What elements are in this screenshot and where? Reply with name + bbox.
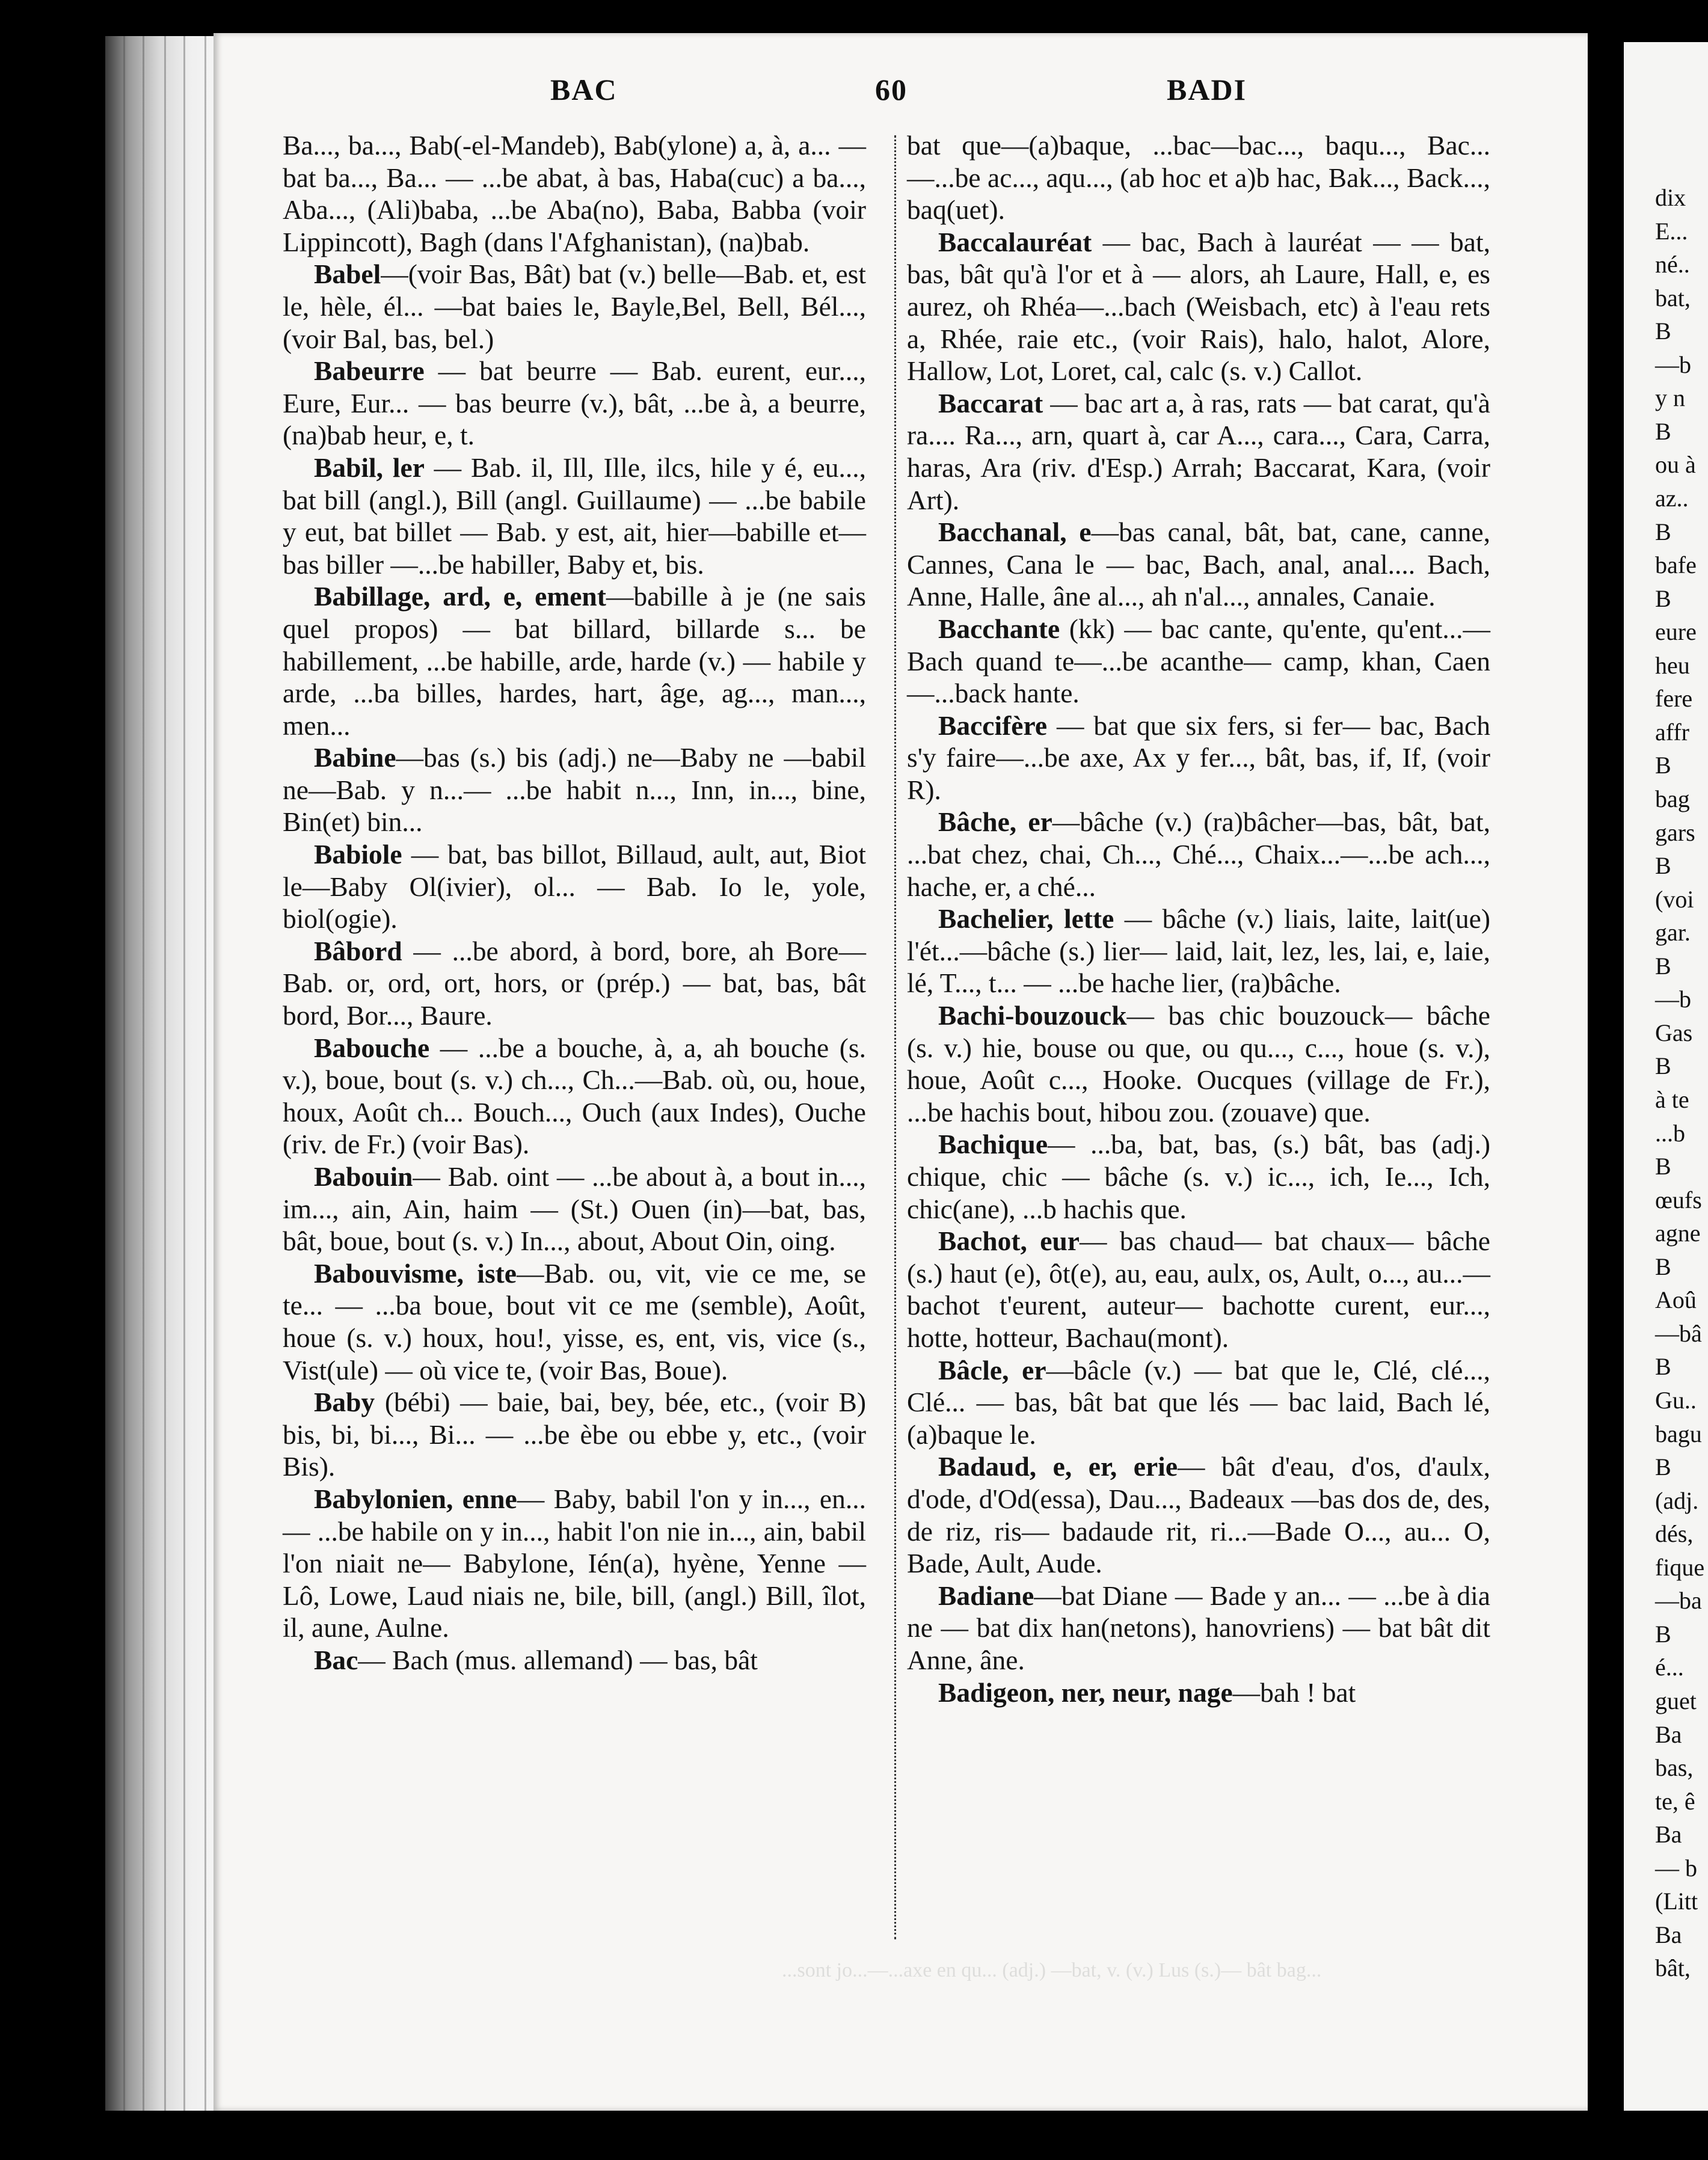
entry-text: — ...be abord, à bord, bore, ah Bore—Bab. or, ord, ort, hors, or (prép.) — bat, bas, bât bord, Bor..., Baure. [283,935,866,1031]
entry-text: — bac, Bach à lauréat — — bat, bas, bât qu'à l'or et à — alors, ah Laure, Hall, e, es aurez, oh Rhéa—...bach (Weisbach, etc) à l'eau rets a, Rhée, raie etc., (voir Rais), halo, halot, Alore, Hallow, Lot, Loret, cal, calc (s. v.) Callot. [907,226,1490,387]
adjacent-page-text-fragment: affr [1655,718,1689,746]
left-column [283,129,866,1677]
entry-text: —bâcle (v.) — bat que le, Clé, clé..., Clé... — bas, bât bat que lés — bac laid, Bach lé, (a)baque le. [907,1354,1490,1450]
entry-text: — ...be a bouche, à, a, ah bouche (s. v.), boue, bout (s. v.) ch..., Ch...—Bab. où, ou, houe, houx, Août ch... Bouch..., Ouch (aux Indes), Ouche (riv. de Fr.) (voir Bas). [283,1032,866,1160]
entry-text: —bas (s.) bis (adj.) ne—Baby ne —babil ne—Bab. y n...— ...be habit n..., Inn, in..., bine, Bin(et) bin... [283,742,866,838]
entry-headword: Bachot, eur [938,1226,1080,1257]
dictionary-entry [907,903,1490,999]
dictionary-entry [283,452,866,580]
adjacent-page-text-fragment: —b [1655,986,1691,1013]
entry-text: — ...ba, bat, bas, (s.) bât, bas (adj.) chique, chic — bâche (s. v.) ic..., ich, Ie..., Ich, chic(ane), ...b hachis que. [907,1129,1490,1224]
adjacent-page-text-fragment: te, ê [1655,1787,1695,1815]
adjacent-page-text-fragment: B [1655,1453,1671,1481]
entry-headword: Babine [314,742,396,773]
adjacent-page-text-fragment: y n [1655,384,1685,412]
entry-headword: Babel [314,259,381,290]
entry-headword: Babylonien, enne [314,1483,517,1514]
right-guide-word: BADI [1167,73,1247,106]
adjacent-page-text-fragment: Ba [1655,1921,1682,1948]
entry-headword: Bacchanal, e [938,517,1092,548]
dictionary-entry [907,1677,1490,1709]
entry-headword: Baccifère [938,710,1048,741]
entry-headword: Badaud, e, er, erie [938,1451,1178,1482]
adjacent-page-text-fragment: B [1655,1620,1671,1648]
entry-text: — bac art a, à ras, rats — bat carat, qu'à ra.... Ra..., arn, quart à, car A..., cara..., Cara, Carra, haras, Ara (riv. d'Esp.) Arrah; Baccarat, Kara, (voir Art). [907,387,1490,515]
entry-text: —bâche (v.) (ra)bâcher—bas, bât, bat, ...bat chez, chai, Ch..., Ché..., Chaix...—...be ach..., hache, er, a ché... [907,806,1490,902]
dictionary-entry [907,516,1490,613]
entry-text: —(voir Bas, Bât) bat (v.) belle—Bab. et, est le, hèle, él... —bat baies le, Bayle,Bel, Bell, Bél...,(voir Bal, bas, bel.) [283,259,866,354]
entry-headword: Babillage, ard, e, ement [314,581,606,612]
dictionary-entry [283,1386,866,1483]
dictionary-entry [283,1032,866,1161]
dictionary-entry [283,580,866,741]
dictionary-entry [283,258,866,355]
entry-text: —babille à je (ne sais quel propos) — bat billard, billarde s... be habillement, ...be habille, arde, harde (v.) — habile y arde, ...ba billes, hardes, hart, âge, ag..., man..., men... [283,581,867,741]
adjacent-page-text-fragment: heu [1655,651,1690,679]
adjacent-page-text-fragment: B [1655,318,1671,345]
entry-text: — Bab. il, Ill, Ille, ilcs, hile y é, eu..., bat bill (angl.), Bill (angl. Guillaume) — ...be babile y eut, bat billet — Bab. y est, ait, hier—babille et—bas biller —...be habiller, Baby et, bis. [283,452,866,580]
adjacent-page-text-fragment: bag [1655,785,1690,812]
entry-headword: Bachi-bouzouck [938,1000,1127,1031]
column-divider [894,135,896,1939]
dictionary-entry [907,1225,1490,1354]
adjacent-page-text-fragment: à te [1655,1086,1689,1113]
adjacent-page-text-fragment: bas, [1655,1754,1694,1782]
adjacent-page-text-fragment: Ba [1655,1720,1682,1748]
entry-headword: Bachelier, lette [938,903,1114,934]
entry-headword: Babeurre [314,355,425,387]
adjacent-page-text-fragment: œufs [1655,1186,1702,1213]
dictionary-entry [283,1161,866,1257]
adjacent-page-text-fragment: gars [1655,818,1695,846]
adjacent-page-text-fragment: fique [1655,1553,1705,1581]
adjacent-page-text-fragment: Aoû [1655,1286,1697,1314]
entry-headword: Baby [314,1387,375,1418]
adjacent-page-text-fragment: bagu [1655,1420,1702,1447]
adjacent-page-text-fragment: Gas [1655,1019,1693,1046]
adjacent-page-text-fragment: B [1655,852,1671,880]
dictionary-entry [907,226,1490,387]
adjacent-page-text-fragment: az.. [1655,485,1689,512]
entry-text: —bah ! bat [1232,1677,1356,1708]
entry-headword: Babouche [314,1032,430,1063]
entry-text: — bat que six fers, si fer— bac, Bach s'y faire—...be axe, Ax y fer..., bât, bas, if, If, (voir R). [907,710,1490,805]
page-number: 60 [875,73,908,106]
entry-text: bat que—(a)baque, ...bac—bac..., baqu..., Bac...—...be ac..., aqu..., (ab hoc et a)b hac, Bak..., Back..., baq(uet). [907,130,1490,226]
entry-headword: Babil, ler [314,452,425,483]
entry-headword: Badigeon, ner, neur, nage [938,1677,1233,1708]
dictionary-entry [283,935,866,1032]
adjacent-page-text-fragment: dés, [1655,1520,1694,1548]
entry-headword: Bâbord [314,935,402,966]
entry-text: —bat Diane — Bade y an... — ...be à dia ne — bat dix han(netons), hanovriens) — bat bât dit Anne, âne. [907,1580,1490,1675]
adjacent-page-text-fragment: —ba [1655,1587,1702,1615]
dictionary-entry [907,1580,1490,1677]
adjacent-page-text-fragment: (adj. [1655,1487,1699,1514]
entry-text: — bas chic bouzouck— bâche (s. v.) hie, bouse ou que, ou qu..., c..., houe (s. v.), houe, Août c..., Hooke. Oucques (village de Fr.), ...be hachis bout, hibou zou. (zouave) que. [907,1000,1490,1128]
dictionary-entry [283,1257,866,1386]
adjacent-page-text-fragment: é... [1655,1654,1684,1681]
dictionary-entry [283,355,866,452]
adjacent-page-text-fragment: B [1655,752,1671,779]
adjacent-page-text-fragment: (Litt [1655,1888,1698,1915]
entry-text: — Bach (mus. allemand) — bas, bât [358,1644,758,1675]
dictionary-entry [283,741,866,838]
adjacent-page-text-fragment: —b [1655,351,1691,378]
dictionary-entry [907,613,1490,710]
adjacent-page-text-fragment: B [1655,952,1671,980]
adjacent-page-text-fragment: B [1655,1253,1671,1280]
adjacent-page-text-fragment: Ba [1655,1821,1682,1849]
entry-text: —Bab. ou, vit, vie ce me, se te... — ...ba boue, bout vit ce me (semble), Août, houe (s. v.) houx, hou!, yisse, es, ent, vis, vice (s., Vist(ule) — où vice te, (voir Bas, Boue). [283,1257,866,1385]
dictionary-entry [283,1644,866,1677]
entry-text: (kk) — bac cante, qu'ente, qu'ent...—Bach quand te—...be acanthe— camp, khan, Caen—...back hante. [907,613,1490,709]
adjacent-page-text-fragment: — b [1655,1854,1697,1882]
adjacent-page-text-fragment: Gu.. [1655,1387,1697,1414]
left-guide-word: BAC [550,73,618,106]
adjacent-page-text-fragment: B [1655,417,1671,445]
entry-text: (bébi) — baie, bai, bey, bée, etc., (voir B) bis, bi, bi..., Bi... — ...be èbe ou ebbe y, etc., (voir Bis). [283,1387,866,1482]
dictionary-entry [907,129,1490,226]
adjacent-page-text-fragment: (voi [1655,885,1694,913]
entry-headword: Baccarat [938,387,1043,419]
entry-text: —bas canal, bât, bat, cane, canne, Cannes, Cana le — bac, Bach, anal, anal.... Bach, Anne, Halle, âne al..., ah n'al..., annales, Canaie. [907,517,1490,612]
adjacent-page-text-fragment: E... [1655,217,1688,245]
entry-headword: Babouin [314,1161,413,1192]
dictionary-entry [907,710,1490,806]
adjacent-page-text-fragment: né.. [1655,251,1690,278]
dictionary-entry [283,838,866,935]
adjacent-page-text-fragment: agne [1655,1220,1701,1247]
right-column [907,129,1490,1708]
entry-text: — bat beurre — Bab. eurent, eur..., Eure, Eur... — bas beurre (v.), bât, ...be à, a beurre, (na)bab heur, e, t. [283,355,866,451]
book-page-stack-edge [105,36,226,2111]
entry-headword: Bac [314,1644,358,1675]
footer-bleed-through: ...sont jo...—...axe en qu... (adj.) —bat, v. (v.) Lus (s.)— bât bag... [782,1959,1322,1981]
adjacent-page-fragment [1624,42,1708,2111]
dictionary-entry [907,387,1490,516]
entry-text: — Baby, babil l'on y in..., en... — ...be habile on y in..., habit l'on nie in..., ain, babil l'on niait ne— Babylone, Ién(a), hyène, Yenne — Lô, Lowe, Laud niais ne, bile, bill, (angl.) Bill, îlot, il, aune, Aulne. [283,1483,866,1643]
adjacent-page-text-fragment: fere [1655,685,1693,713]
entry-headword: Bâche, er [938,806,1052,838]
adjacent-page-text-fragment: bat, [1655,284,1691,311]
entry-text: — bât d'eau, d'os, d'aulx, d'ode, d'Od(essa), Dau..., Badeaux —bas dos de, des, de riz, ris— badaude rit, ri...—Bade O..., au... O, Bade, Ault, Aude. [907,1451,1490,1579]
dictionary-entry [283,1483,866,1644]
adjacent-page-text-fragment: B [1655,1353,1671,1381]
adjacent-page-text-fragment: bât, [1655,1954,1691,1982]
entry-headword: Baccalauréat [938,226,1092,257]
adjacent-page-text-fragment: B [1655,518,1671,545]
entry-text: — bas chaud— bat chaux— bâche (s.) haut (e), ôt(e), au, eau, aulx, os, Ault, o..., au...—bachot t'eurent, auteur— bachotte curent, eur..., hotte, hotteur, Bachau(mont). [907,1226,1490,1353]
adjacent-page-text-fragment: gar. [1655,919,1691,947]
dictionary-entry [907,999,1490,1128]
entry-headword: Bachique [938,1129,1048,1160]
adjacent-page-text-fragment: ...b [1655,1119,1685,1147]
entry-text: — bat, bas billot, Billaud, ault, aut, Biot le—Baby Ol(ivier), ol... — Bab. Io le, yole, biol(ogie). [283,839,866,934]
dictionary-entry [283,129,866,258]
dictionary-entry [907,1450,1490,1579]
dictionary-entry [907,1128,1490,1225]
adjacent-page-text-fragment: ou à [1655,451,1696,479]
adjacent-page-text-fragment: bafe [1655,551,1697,579]
adjacent-page-text-fragment: B [1655,584,1671,612]
entry-headword: Bâcle, er [938,1354,1046,1385]
adjacent-page-text-fragment: —bâ [1655,1319,1702,1347]
dictionary-entry [907,1354,1490,1451]
entry-text: Ba..., ba..., Bab(-el-Mandeb), Bab(ylone) a, à, a... —bat ba..., Ba... — ...be abat, à bas, Haba(cuc) a ba..., Aba..., (Ali)baba, ...be Aba(no), Baba, Babba (voir Lippincott), Bagh (dans l'Afghanistan), (na)bab. [283,130,866,257]
entry-text: — Bab. oint — ...be about à, a bout in..., im..., ain, Ain, haim — (St.) Ouen (in)—bat, bas, bât, boue, bout (s. v.) In..., about, About Oin, oing. [283,1161,866,1257]
entry-text: — bâche (v.) liais, laite, lait(ue) l'ét...—bâche (s.) lier— laid, lait, lez, les, lai, e, laie, lé, T..., t... — ...be hache lier, (ra)bâche. [907,903,1490,999]
entry-headword: Babiole [314,839,402,870]
adjacent-page-text-fragment: guet [1655,1687,1697,1714]
adjacent-page-text-fragment: B [1655,1153,1671,1180]
entry-headword: Badiane [938,1580,1034,1611]
adjacent-page-text-fragment: B [1655,1052,1671,1080]
entry-headword: Bacchante [938,613,1060,644]
adjacent-page-text-fragment: dix [1655,184,1686,211]
dictionary-entry [907,806,1490,903]
adjacent-page-text-fragment: eure [1655,618,1697,646]
entry-headword: Babouvisme, iste [314,1257,517,1289]
